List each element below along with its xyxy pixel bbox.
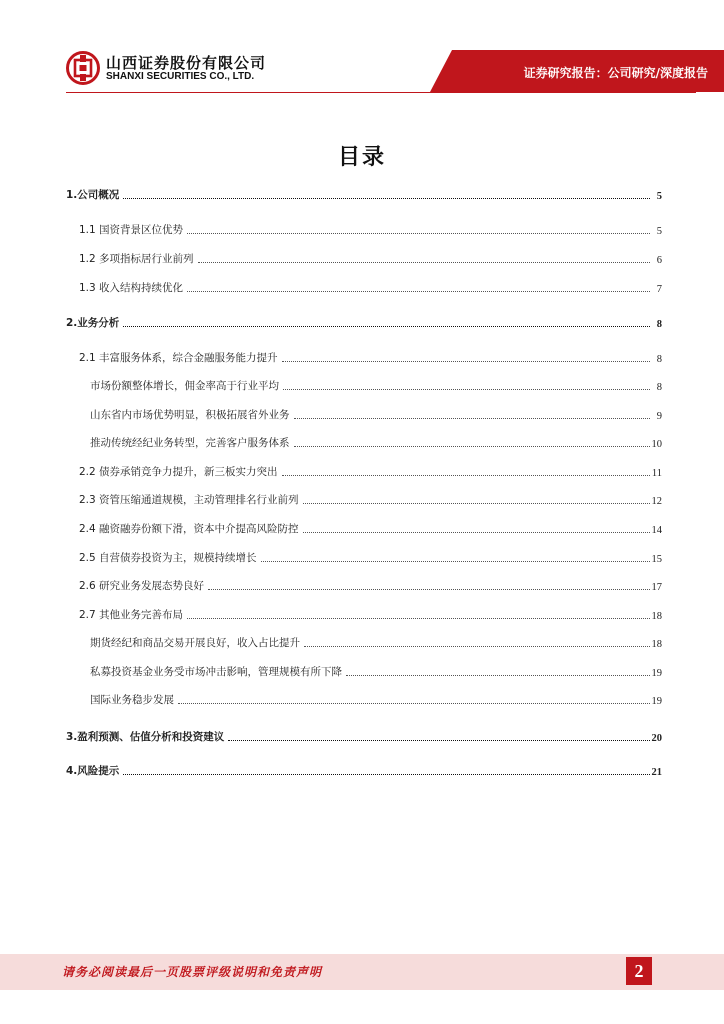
toc-entry[interactable] xyxy=(66,377,662,393)
toc-entry[interactable] xyxy=(66,520,662,536)
footer-disclaimer: 请务必阅读最后一页股票评级说明和免责声明 xyxy=(62,965,323,979)
toc-page-number: 21 xyxy=(651,767,662,778)
toc-entry[interactable] xyxy=(66,186,662,202)
toc-entry-label: 市场份额整体增长，佣金率高于行业平均 xyxy=(90,380,279,392)
toc-dot-leader xyxy=(198,261,650,263)
toc-entry-label: 1.公司概况 xyxy=(66,189,120,201)
toc-dot-leader xyxy=(187,290,650,292)
toc-entry[interactable] xyxy=(66,728,662,744)
toc-entry[interactable] xyxy=(66,279,662,295)
toc-entry-label: 私募投资基金业务受市场冲击影响，管理规模有所下降 xyxy=(90,666,342,678)
toc-page-number: 5 xyxy=(656,226,662,237)
toc-page-number: 17 xyxy=(651,582,662,593)
toc-entry-label: 2.业务分析 xyxy=(66,317,120,329)
toc-page-number: 20 xyxy=(651,733,662,744)
toc-entry[interactable] xyxy=(66,491,662,507)
toc-entry[interactable] xyxy=(66,463,662,479)
toc-entry[interactable] xyxy=(66,314,662,330)
toc-dot-leader xyxy=(282,360,650,362)
company-name-cn: 山西证券股份有限公司 xyxy=(106,54,267,72)
toc-dot-leader xyxy=(294,417,651,419)
toc-entry[interactable] xyxy=(66,606,662,622)
toc-page-number: 18 xyxy=(651,639,662,650)
toc-dot-leader xyxy=(261,560,650,562)
toc-entry-label: 期货经纪和商品交易开展良好，收入占比提升 xyxy=(90,637,300,649)
toc-entry-label: 2.2 债券承销竞争力提升，新三板实力突出 xyxy=(79,466,278,478)
toc-entry-label: 山东省内市场优势明显，积极拓展省外业务 xyxy=(90,409,290,421)
toc-entry-label: 1.2 多项指标居行业前列 xyxy=(79,253,194,265)
toc-page-number: 15 xyxy=(651,554,662,565)
toc-dot-leader xyxy=(123,197,650,199)
toc-dot-leader xyxy=(187,617,649,619)
toc-entry-label: 4.风险提示 xyxy=(66,765,120,777)
toc-dot-leader xyxy=(303,502,650,504)
report-type-label: 证券研究报告：公司研究/深度报告 xyxy=(523,66,708,80)
page-header xyxy=(0,0,724,100)
toc-dot-leader xyxy=(304,645,650,647)
toc-page-number: 19 xyxy=(651,696,662,707)
company-name-en: SHANXI SECURITIES CO., LTD. xyxy=(106,71,255,82)
toc-entry-label: 2.7 其他业务完善布局 xyxy=(79,609,184,621)
header-divider xyxy=(66,92,696,93)
toc-entry[interactable] xyxy=(66,691,662,707)
toc-page-number: 9 xyxy=(656,411,662,422)
toc-page-number: 7 xyxy=(656,284,662,295)
toc-page-number: 19 xyxy=(651,668,662,679)
toc-page-number: 8 xyxy=(656,382,662,393)
toc-entry[interactable] xyxy=(66,250,662,266)
toc-page-number: 14 xyxy=(651,525,662,536)
toc-dot-leader xyxy=(303,531,650,533)
toc-entry-label: 1.1 国资背景区位优势 xyxy=(79,224,184,236)
toc-dot-leader xyxy=(346,674,650,676)
toc-entry[interactable] xyxy=(66,434,662,450)
toc-dot-leader xyxy=(178,702,650,704)
toc-page-number: 5 xyxy=(656,191,662,202)
toc-entry[interactable] xyxy=(66,349,662,365)
toc-entry-label: 2.3 资管压缩通道规模，主动管理排名行业前列 xyxy=(79,494,299,506)
toc-entry[interactable] xyxy=(66,221,662,237)
toc-dot-leader xyxy=(294,445,650,447)
toc-page-number: 10 xyxy=(651,439,662,450)
toc-entry[interactable] xyxy=(66,663,662,679)
toc-entry[interactable] xyxy=(66,549,662,565)
toc-title: 目录 xyxy=(337,145,386,170)
toc-entry-label: 推动传统经纪业务转型，完善客户服务体系 xyxy=(90,437,290,449)
toc-dot-leader xyxy=(123,325,650,327)
toc-entry[interactable] xyxy=(66,577,662,593)
toc-page-number: 6 xyxy=(656,255,662,266)
toc-entry-label: 2.6 研究业务发展态势良好 xyxy=(79,580,205,592)
toc-entry-label: 1.3 收入结构持续优化 xyxy=(79,282,184,294)
toc-entry-label: 2.4 融资融券份额下滑，资本中介提高风险防控 xyxy=(79,523,299,535)
toc-entry-label: 2.1 丰富服务体系，综合金融服务能力提升 xyxy=(79,352,278,364)
toc-dot-leader xyxy=(187,232,650,234)
toc-dot-leader xyxy=(283,388,650,390)
page-number: 2 xyxy=(626,957,652,985)
toc-dot-leader xyxy=(208,588,649,590)
toc-entry-label: 3.盈利预测、估值分析和投资建议 xyxy=(66,731,225,743)
toc-page-number: 18 xyxy=(651,611,662,622)
toc-page-number: 8 xyxy=(656,354,662,365)
toc-entry-label: 国际业务稳步发展 xyxy=(90,694,174,706)
toc-entry[interactable] xyxy=(66,406,662,422)
toc-dot-leader xyxy=(282,474,650,476)
toc-page-number: 8 xyxy=(656,319,662,330)
toc-page-number: 11 xyxy=(651,468,662,479)
toc-entry[interactable] xyxy=(66,634,662,650)
company-logo-icon xyxy=(66,51,100,85)
toc-page-number: 12 xyxy=(651,496,662,507)
toc-entry[interactable] xyxy=(66,762,662,778)
toc-dot-leader xyxy=(123,773,649,775)
toc-entry-label: 2.5 自营债券投资为主，规模持续增长 xyxy=(79,552,257,564)
toc-dot-leader xyxy=(228,739,649,741)
